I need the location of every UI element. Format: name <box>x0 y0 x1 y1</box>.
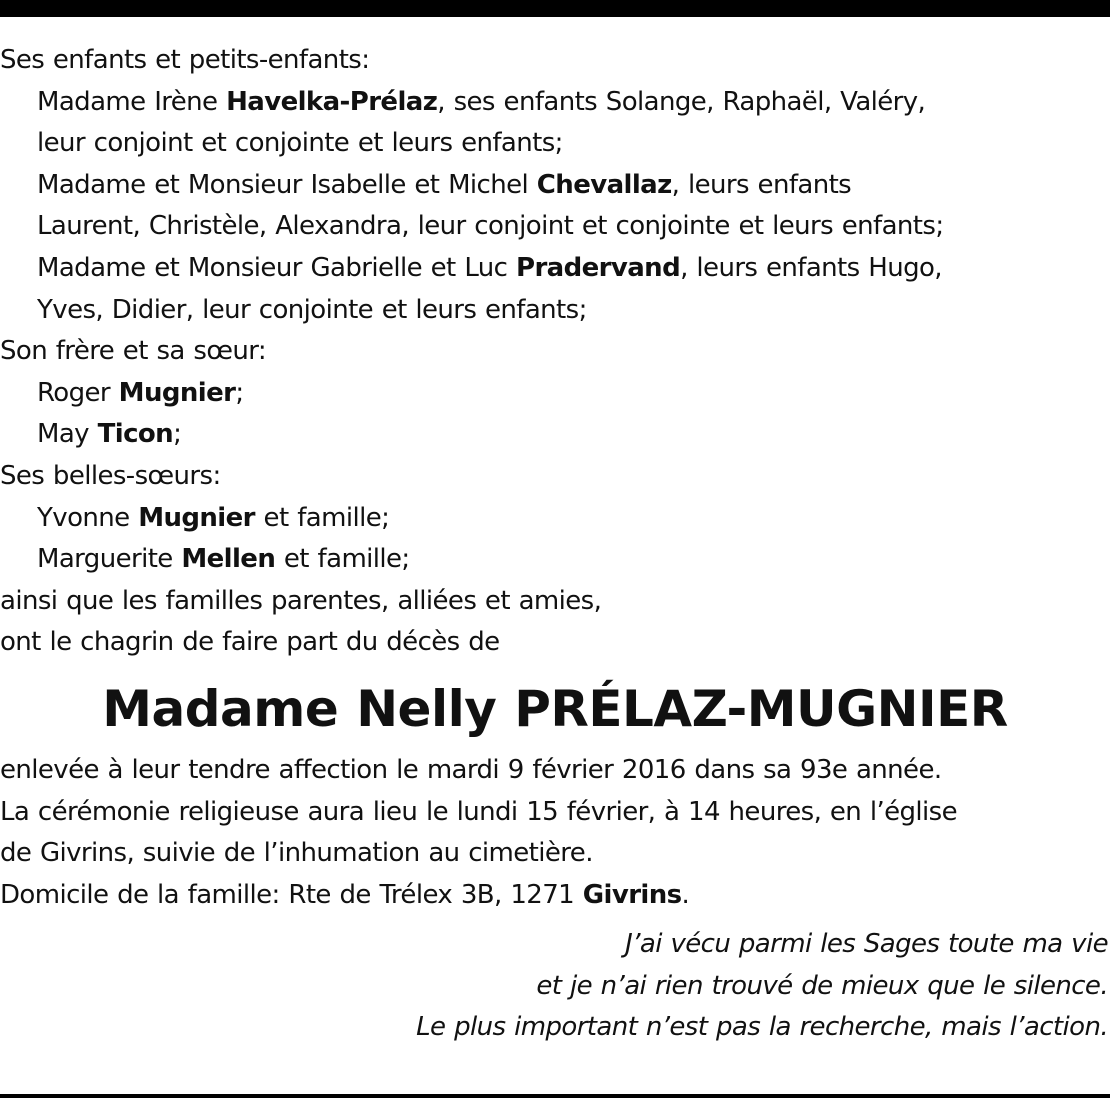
obituary-notice <box>0 40 1110 1049</box>
inlaw-entry-1 <box>0 498 1110 540</box>
child-entry-1-continuation: leur conjoint et conjointe et leurs enfants; <box>37 128 563 159</box>
surname: Chevallaz <box>536 169 672 200</box>
detail-line-2: La cérémonie religieuse aura lieu le lundi 15 février, à 14 heures, en l’église <box>0 796 958 827</box>
inlaws-list <box>0 498 1110 581</box>
surname: Pradervand <box>515 252 681 283</box>
entry-prefix: Madame et Monsieur Isabelle et Michel <box>37 169 537 200</box>
closing-quote <box>0 924 1110 1049</box>
children-heading: Ses enfants et petits-enfants: <box>0 45 370 75</box>
siblings-heading: Son frère et sa sœur: <box>0 336 267 367</box>
entry-suffix: ; <box>173 419 182 450</box>
quote-line-1: J’ai vécu parmi les Sages toute ma vie <box>625 929 1108 960</box>
surname: Mellen <box>181 544 276 575</box>
entry-suffix: , leurs enfants Hugo, <box>680 252 942 283</box>
entry-suffix: , leurs enfants <box>671 169 852 200</box>
surname: Havelka-Prélaz <box>226 86 438 117</box>
sibling-entry-1 <box>0 373 1110 415</box>
children-list <box>0 82 1110 332</box>
detail-line-1: enlevée à leur tendre affection le mardi 9 février 2016 dans sa 93e année. <box>0 754 942 785</box>
detail-line-3: de Givrins, suivie de l’inhumation au cimetière. <box>0 838 593 869</box>
entry-suffix: et famille; <box>254 502 390 533</box>
announcement-line: ont le chagrin de faire part du décès de <box>0 627 500 658</box>
entry-prefix: Marguerite <box>37 544 182 575</box>
top-rule <box>0 0 1110 17</box>
surname: Ticon <box>97 419 174 450</box>
entry-suffix: ; <box>235 377 244 408</box>
bottom-rule <box>0 1094 1110 1098</box>
child-entry-1 <box>0 82 1110 124</box>
child-entry-2 <box>0 165 1110 207</box>
child-entry-3-continuation: Yves, Didier, leur conjointe et leurs enfants; <box>37 294 587 325</box>
entry-prefix: Roger <box>37 377 119 408</box>
quote-line-2: et je n’ai rien trouvé de mieux que le silence. <box>536 970 1108 1001</box>
entry-suffix: , ses enfants Solange, Raphaël, Valéry, <box>437 86 926 117</box>
deceased-name: Madame Nelly PRÉLAZ-MUGNIER <box>102 679 1008 738</box>
entry-prefix: Madame Irène <box>37 86 227 117</box>
surname: Mugnier <box>138 502 255 533</box>
inlaw-entry-2 <box>0 539 1110 581</box>
sibling-entry-2 <box>0 414 1110 456</box>
entry-prefix: Madame et Monsieur Gabrielle et Luc <box>37 252 516 283</box>
entry-prefix: Yvonne <box>37 502 139 533</box>
surname: Mugnier <box>118 377 236 408</box>
ceremony-details <box>0 750 1110 916</box>
child-entry-2-continuation: Laurent, Christèle, Alexandra, leur conjoint et conjointe et leurs enfants; <box>37 211 944 242</box>
entry-prefix: May <box>37 419 98 450</box>
domicile-prefix: Domicile de la famille: Rte de Trélex 3B, 1271 <box>0 879 583 910</box>
entry-suffix: et famille; <box>275 544 410 575</box>
siblings-list <box>0 373 1110 456</box>
families-line: ainsi que les familles parentes, alliées et amies, <box>0 585 602 616</box>
inlaws-heading: Ses belles-sœurs: <box>0 460 221 491</box>
domicile-suffix: . <box>681 879 690 910</box>
domicile-line <box>0 875 1110 917</box>
domicile-town: Givrins <box>582 879 682 910</box>
quote-line-3: Le plus important n’est pas la recherche, mais l’action. <box>416 1012 1108 1043</box>
child-entry-3 <box>0 248 1110 290</box>
